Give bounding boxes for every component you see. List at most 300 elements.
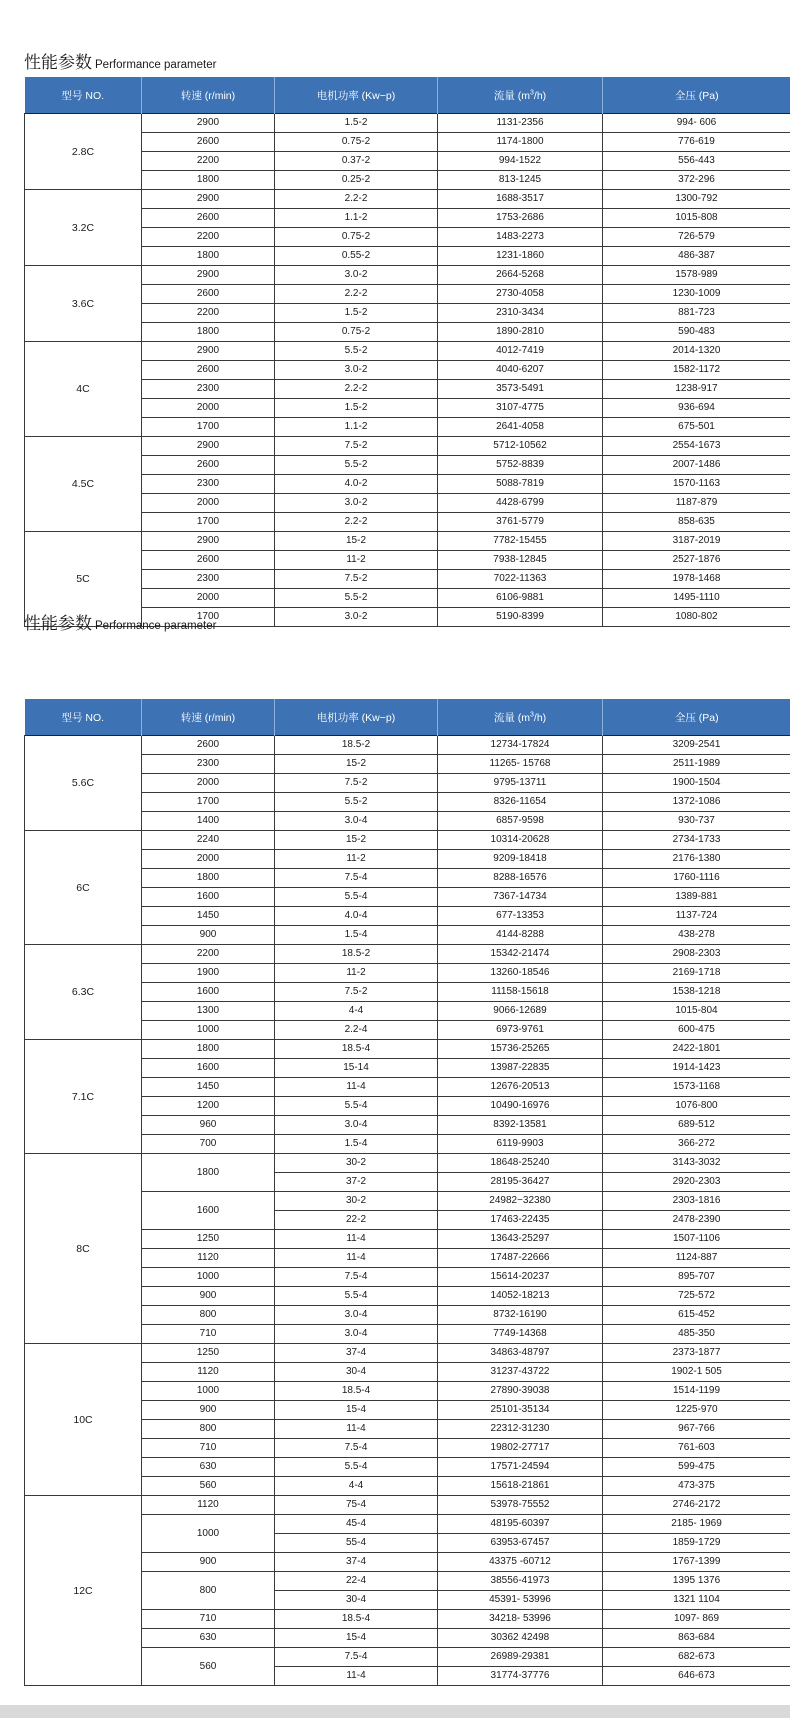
speed-cell: 2900 (142, 342, 275, 361)
pressure-cell: 1767-1399 (603, 1553, 790, 1572)
flow-cell: 48195-60397 (438, 1515, 603, 1534)
power-cell: 15-2 (275, 532, 438, 551)
power-cell: 4.0-2 (275, 475, 438, 494)
power-cell: 1.5-2 (275, 399, 438, 418)
pressure-cell: 1573-1168 (603, 1078, 790, 1097)
pressure-cell: 1124-887 (603, 1249, 790, 1268)
flow-cell: 7367-14734 (438, 888, 603, 907)
flow-cell: 3107-4775 (438, 399, 603, 418)
model-cell: 12C (25, 1496, 142, 1686)
header-flow (438, 77, 603, 114)
power-cell: 5.5-4 (275, 1458, 438, 1477)
section-title-zh: 性能参数 (24, 53, 92, 73)
model-cell: 8C (25, 1154, 142, 1344)
pressure-cell: 2478-2390 (603, 1211, 790, 1230)
table-row (25, 1496, 790, 1515)
flow-cell: 11158-15618 (438, 983, 603, 1002)
power-cell: 11-4 (275, 1420, 438, 1439)
pressure-cell: 1570-1163 (603, 475, 790, 494)
model-cell: 5C (25, 532, 142, 627)
speed-cell: 1700 (142, 793, 275, 812)
flow-cell: 994-1522 (438, 152, 603, 171)
pressure-cell: 2908-2303 (603, 945, 790, 964)
flow-cell: 26989-29381 (438, 1648, 603, 1667)
flow-cell: 18648-25240 (438, 1154, 603, 1173)
model-cell: 6C (25, 831, 142, 945)
flow-cell: 17463-22435 (438, 1211, 603, 1230)
pressure-cell: 1187-879 (603, 494, 790, 513)
model-cell: 6.3C (25, 945, 142, 1040)
speed-cell: 900 (142, 926, 275, 945)
speed-cell: 1450 (142, 1078, 275, 1097)
power-cell: 45-4 (275, 1515, 438, 1534)
power-cell: 3.0-4 (275, 1306, 438, 1325)
speed-cell: 2000 (142, 589, 275, 608)
pressure-cell: 1507-1106 (603, 1230, 790, 1249)
flow-cell: 7022-11363 (438, 570, 603, 589)
speed-cell: 1250 (142, 1344, 275, 1363)
speed-cell: 2300 (142, 755, 275, 774)
power-cell: 11-4 (275, 1078, 438, 1097)
speed-cell: 1000 (142, 1382, 275, 1401)
flow-cell: 15614-20237 (438, 1268, 603, 1287)
section-title-en: Performance parameter (95, 59, 217, 71)
flow-cell: 30362 42498 (438, 1629, 603, 1648)
flow-cell: 1231-1860 (438, 247, 603, 266)
power-cell: 11-2 (275, 964, 438, 983)
flow-cell: 13987-22835 (438, 1059, 603, 1078)
pressure-cell: 1238-917 (603, 380, 790, 399)
power-cell: 1.1-2 (275, 418, 438, 437)
speed-cell: 1800 (142, 1154, 275, 1192)
speed-cell: 2900 (142, 266, 275, 285)
flow-cell: 15618-21861 (438, 1477, 603, 1496)
flow-cell: 12734-17824 (438, 736, 603, 755)
speed-cell: 560 (142, 1648, 275, 1686)
power-cell: 1.5-4 (275, 926, 438, 945)
flow-cell: 24982−32380 (438, 1192, 603, 1211)
flow-cell: 7782-15455 (438, 532, 603, 551)
section-title-en: Performance parameter (95, 620, 217, 632)
power-cell: 1.5-2 (275, 304, 438, 323)
model-cell: 4C (25, 342, 142, 437)
power-cell: 2.2-2 (275, 380, 438, 399)
pressure-cell: 3143-3032 (603, 1154, 790, 1173)
speed-cell: 2200 (142, 228, 275, 247)
pressure-cell: 1015-808 (603, 209, 790, 228)
flow-cell: 22312-31230 (438, 1420, 603, 1439)
flow-cell: 813-1245 (438, 171, 603, 190)
speed-cell: 900 (142, 1401, 275, 1420)
pressure-cell: 689-512 (603, 1116, 790, 1135)
flow-cell: 2310-3434 (438, 304, 603, 323)
pressure-cell: 967-766 (603, 1420, 790, 1439)
speed-cell: 2900 (142, 437, 275, 456)
speed-cell: 1800 (142, 171, 275, 190)
pressure-cell: 1395 1376 (603, 1572, 790, 1591)
pressure-cell: 590-483 (603, 323, 790, 342)
pressure-cell: 2007-1486 (603, 456, 790, 475)
table-header-row (25, 77, 790, 114)
pressure-cell: 1582-1172 (603, 361, 790, 380)
power-cell: 7.5-4 (275, 1439, 438, 1458)
flow-cell: 15736-25265 (438, 1040, 603, 1059)
flow-cell: 31237-43722 (438, 1363, 603, 1382)
pressure-cell: 881-723 (603, 304, 790, 323)
pressure-cell: 486-387 (603, 247, 790, 266)
power-cell: 18.5-4 (275, 1040, 438, 1059)
pressure-cell: 2746-2172 (603, 1496, 790, 1515)
flow-cell: 8732-16190 (438, 1306, 603, 1325)
speed-cell: 1600 (142, 1059, 275, 1078)
header-flow-suffix: /h) (533, 711, 547, 724)
flow-cell: 6119-9903 (438, 1135, 603, 1154)
performance-table-2 (24, 699, 790, 1686)
power-cell: 0.75-2 (275, 323, 438, 342)
power-cell: 11-4 (275, 1249, 438, 1268)
pressure-cell: 725-572 (603, 1287, 790, 1306)
speed-cell: 2200 (142, 152, 275, 171)
table-row (25, 114, 790, 133)
flow-cell: 9209-18418 (438, 850, 603, 869)
pressure-cell: 366-272 (603, 1135, 790, 1154)
power-cell: 18.5-4 (275, 1610, 438, 1629)
pressure-cell: 1137-724 (603, 907, 790, 926)
power-cell: 7.5-2 (275, 570, 438, 589)
pressure-cell: 2303-1816 (603, 1192, 790, 1211)
pressure-cell: 3209-2541 (603, 736, 790, 755)
pressure-cell: 1080-802 (603, 608, 790, 627)
speed-cell: 1000 (142, 1268, 275, 1287)
pressure-cell: 438-278 (603, 926, 790, 945)
power-cell: 2.2-2 (275, 285, 438, 304)
speed-cell: 2240 (142, 831, 275, 850)
header-model: 型号 NO. (25, 77, 142, 114)
flow-cell: 9066-12689 (438, 1002, 603, 1021)
flow-cell: 8392-13581 (438, 1116, 603, 1135)
pressure-cell: 1097- 869 (603, 1610, 790, 1629)
power-cell: 3.0-4 (275, 1116, 438, 1135)
power-cell: 30-4 (275, 1591, 438, 1610)
speed-cell: 900 (142, 1287, 275, 1306)
bottom-bar (0, 1705, 790, 1718)
model-cell: 3.6C (25, 266, 142, 342)
speed-cell: 700 (142, 1135, 275, 1154)
pressure-cell: 1760-1116 (603, 869, 790, 888)
speed-cell: 1000 (142, 1021, 275, 1040)
power-cell: 1.5-2 (275, 114, 438, 133)
power-cell: 2.2-4 (275, 1021, 438, 1040)
speed-cell: 2900 (142, 114, 275, 133)
pressure-cell: 1578-989 (603, 266, 790, 285)
header-flow-sup: 3 (530, 89, 534, 96)
speed-cell: 1120 (142, 1496, 275, 1515)
flow-cell: 5088-7819 (438, 475, 603, 494)
speed-cell: 2600 (142, 133, 275, 152)
power-cell: 7.5-4 (275, 869, 438, 888)
power-cell: 30-2 (275, 1192, 438, 1211)
pressure-cell: 485-350 (603, 1325, 790, 1344)
flow-cell: 31774-37776 (438, 1667, 603, 1686)
pressure-cell: 2511-1989 (603, 755, 790, 774)
flow-cell: 6106-9881 (438, 589, 603, 608)
flow-cell: 19802-27717 (438, 1439, 603, 1458)
power-cell: 37-2 (275, 1173, 438, 1192)
model-cell: 2.8C (25, 114, 142, 190)
power-cell: 37-4 (275, 1344, 438, 1363)
pressure-cell: 600-475 (603, 1021, 790, 1040)
speed-cell: 1200 (142, 1097, 275, 1116)
power-cell: 18.5-2 (275, 736, 438, 755)
power-cell: 11-2 (275, 551, 438, 570)
power-cell: 37-4 (275, 1553, 438, 1572)
speed-cell: 800 (142, 1572, 275, 1610)
flow-cell: 8288-16576 (438, 869, 603, 888)
pressure-cell: 2734-1733 (603, 831, 790, 850)
power-cell: 3.0-2 (275, 266, 438, 285)
speed-cell: 560 (142, 1477, 275, 1496)
power-cell: 5.5-4 (275, 888, 438, 907)
power-cell: 75-4 (275, 1496, 438, 1515)
speed-cell: 1900 (142, 964, 275, 983)
pressure-cell: 726-579 (603, 228, 790, 247)
header-flow-prefix: 流量 (m (493, 711, 530, 724)
power-cell: 5.5-2 (275, 342, 438, 361)
speed-cell: 1000 (142, 1515, 275, 1553)
speed-cell: 2600 (142, 209, 275, 228)
speed-cell: 1600 (142, 888, 275, 907)
speed-cell: 1800 (142, 1040, 275, 1059)
pressure-cell: 2373-1877 (603, 1344, 790, 1363)
table-row (25, 437, 790, 456)
power-cell: 7.5-2 (275, 983, 438, 1002)
speed-cell: 800 (142, 1420, 275, 1439)
flow-cell: 27890-39038 (438, 1382, 603, 1401)
pressure-cell: 1230-1009 (603, 285, 790, 304)
flow-cell: 3573-5491 (438, 380, 603, 399)
power-cell: 4.0-4 (275, 907, 438, 926)
model-cell: 3.2C (25, 190, 142, 266)
pressure-cell: 1514-1199 (603, 1382, 790, 1401)
power-cell: 30-4 (275, 1363, 438, 1382)
pressure-cell: 1372-1086 (603, 793, 790, 812)
power-cell: 7.5-4 (275, 1268, 438, 1287)
flow-cell: 12676-20513 (438, 1078, 603, 1097)
pressure-cell: 473-375 (603, 1477, 790, 1496)
flow-cell: 677-13353 (438, 907, 603, 926)
pressure-cell: 1538-1218 (603, 983, 790, 1002)
model-cell: 7.1C (25, 1040, 142, 1154)
pressure-cell: 936-694 (603, 399, 790, 418)
header-flow-suffix: /h) (533, 89, 547, 102)
flow-cell: 1131-2356 (438, 114, 603, 133)
table-row (25, 532, 790, 551)
pressure-cell: 2176-1380 (603, 850, 790, 869)
speed-cell: 2300 (142, 475, 275, 494)
flow-cell: 15342-21474 (438, 945, 603, 964)
flow-cell: 25101-35134 (438, 1401, 603, 1420)
speed-cell: 1400 (142, 812, 275, 831)
flow-cell: 43375 -60712 (438, 1553, 603, 1572)
power-cell: 11-4 (275, 1230, 438, 1249)
table-body (25, 736, 790, 1686)
flow-cell: 17571-24594 (438, 1458, 603, 1477)
section-title-2 (24, 611, 216, 637)
power-cell: 55-4 (275, 1534, 438, 1553)
power-cell: 11-2 (275, 850, 438, 869)
power-cell: 22-2 (275, 1211, 438, 1230)
table-header-row (25, 699, 790, 736)
pressure-cell: 863-684 (603, 1629, 790, 1648)
flow-cell: 8326-11654 (438, 793, 603, 812)
flow-cell: 1890-2810 (438, 323, 603, 342)
pressure-cell: 1902-1 505 (603, 1363, 790, 1382)
flow-cell: 17487-22666 (438, 1249, 603, 1268)
flow-cell: 38556-41973 (438, 1572, 603, 1591)
table-row (25, 831, 790, 850)
speed-cell: 2600 (142, 551, 275, 570)
header-speed: 转速 (r/min) (142, 699, 275, 736)
flow-cell: 5190-8399 (438, 608, 603, 627)
power-cell: 3.0-2 (275, 494, 438, 513)
power-cell: 15-14 (275, 1059, 438, 1078)
header-flow (438, 699, 603, 736)
model-cell: 5.6C (25, 736, 142, 831)
speed-cell: 710 (142, 1610, 275, 1629)
power-cell: 7.5-2 (275, 437, 438, 456)
flow-cell: 6857-9598 (438, 812, 603, 831)
speed-cell: 2000 (142, 774, 275, 793)
power-cell: 3.0-2 (275, 608, 438, 627)
power-cell: 3.0-4 (275, 1325, 438, 1344)
speed-cell: 710 (142, 1439, 275, 1458)
flow-cell: 53978-75552 (438, 1496, 603, 1515)
flow-cell: 13260-18546 (438, 964, 603, 983)
pressure-cell: 1914-1423 (603, 1059, 790, 1078)
pressure-cell: 2554-1673 (603, 437, 790, 456)
flow-cell: 5712-10562 (438, 437, 603, 456)
power-cell: 0.37-2 (275, 152, 438, 171)
pressure-cell: 675-501 (603, 418, 790, 437)
speed-cell: 1800 (142, 247, 275, 266)
header-speed: 转速 (r/min) (142, 77, 275, 114)
header-power: 电机功率 (Kw−p) (275, 77, 438, 114)
power-cell: 4-4 (275, 1002, 438, 1021)
flow-cell: 4012-7419 (438, 342, 603, 361)
speed-cell: 2600 (142, 361, 275, 380)
power-cell: 5.5-2 (275, 456, 438, 475)
speed-cell: 1800 (142, 323, 275, 342)
pressure-cell: 895-707 (603, 1268, 790, 1287)
pressure-cell: 761-603 (603, 1439, 790, 1458)
power-cell: 18.5-4 (275, 1382, 438, 1401)
pressure-cell: 858-635 (603, 513, 790, 532)
pressure-cell: 1321 1104 (603, 1591, 790, 1610)
pressure-cell: 2422-1801 (603, 1040, 790, 1059)
flow-cell: 4144-8288 (438, 926, 603, 945)
table-row (25, 945, 790, 964)
power-cell: 2.2-2 (275, 513, 438, 532)
power-cell: 0.75-2 (275, 228, 438, 247)
table-row (25, 1344, 790, 1363)
power-cell: 7.5-2 (275, 774, 438, 793)
power-cell: 15-4 (275, 1629, 438, 1648)
pressure-cell: 2185- 1969 (603, 1515, 790, 1534)
speed-cell: 2600 (142, 456, 275, 475)
model-cell: 4.5C (25, 437, 142, 532)
power-cell: 5.5-2 (275, 589, 438, 608)
flow-cell: 9795-13711 (438, 774, 603, 793)
table-row (25, 736, 790, 755)
flow-cell: 7938-12845 (438, 551, 603, 570)
speed-cell: 2600 (142, 285, 275, 304)
table-row (25, 190, 790, 209)
speed-cell: 2600 (142, 736, 275, 755)
power-cell: 0.25-2 (275, 171, 438, 190)
table-row (25, 1154, 790, 1173)
flow-cell: 2641-4058 (438, 418, 603, 437)
power-cell: 5.5-4 (275, 1097, 438, 1116)
power-cell: 7.5-4 (275, 1648, 438, 1667)
flow-cell: 6973-9761 (438, 1021, 603, 1040)
pressure-cell: 930-737 (603, 812, 790, 831)
speed-cell: 2900 (142, 532, 275, 551)
pressure-cell: 556-443 (603, 152, 790, 171)
speed-cell: 2000 (142, 850, 275, 869)
speed-cell: 2200 (142, 945, 275, 964)
flow-cell: 11265- 15768 (438, 755, 603, 774)
header-flow-sup: 3 (530, 711, 534, 718)
pressure-cell: 1300-792 (603, 190, 790, 209)
power-cell: 3.0-4 (275, 812, 438, 831)
power-cell: 0.55-2 (275, 247, 438, 266)
pressure-cell: 2920-2303 (603, 1173, 790, 1192)
power-cell: 15-2 (275, 831, 438, 850)
pressure-cell: 1978-1468 (603, 570, 790, 589)
pressure-cell: 3187-2019 (603, 532, 790, 551)
speed-cell: 1120 (142, 1249, 275, 1268)
performance-table-1 (24, 77, 790, 627)
section-title-zh: 性能参数 (24, 614, 92, 634)
flow-cell: 2730-4058 (438, 285, 603, 304)
speed-cell: 1700 (142, 418, 275, 437)
speed-cell: 1600 (142, 983, 275, 1002)
power-cell: 4-4 (275, 1477, 438, 1496)
power-cell: 5.5-2 (275, 793, 438, 812)
pressure-cell: 599-475 (603, 1458, 790, 1477)
pressure-cell: 994- 606 (603, 114, 790, 133)
pressure-cell: 2527-1876 (603, 551, 790, 570)
flow-cell: 10490-16976 (438, 1097, 603, 1116)
pressure-cell: 1389-881 (603, 888, 790, 907)
flow-cell: 5752-8839 (438, 456, 603, 475)
pressure-cell: 1015-804 (603, 1002, 790, 1021)
pressure-cell: 372-296 (603, 171, 790, 190)
flow-cell: 63953-67457 (438, 1534, 603, 1553)
pressure-cell: 1225-970 (603, 1401, 790, 1420)
power-cell: 0.75-2 (275, 133, 438, 152)
power-cell: 5.5-4 (275, 1287, 438, 1306)
section-title-1 (24, 50, 216, 76)
flow-cell: 1688-3517 (438, 190, 603, 209)
table-body (25, 114, 790, 627)
speed-cell: 2300 (142, 570, 275, 589)
speed-cell: 2900 (142, 190, 275, 209)
pressure-cell: 1900-1504 (603, 774, 790, 793)
speed-cell: 1600 (142, 1192, 275, 1230)
speed-cell: 1450 (142, 907, 275, 926)
pressure-cell: 2014-1320 (603, 342, 790, 361)
